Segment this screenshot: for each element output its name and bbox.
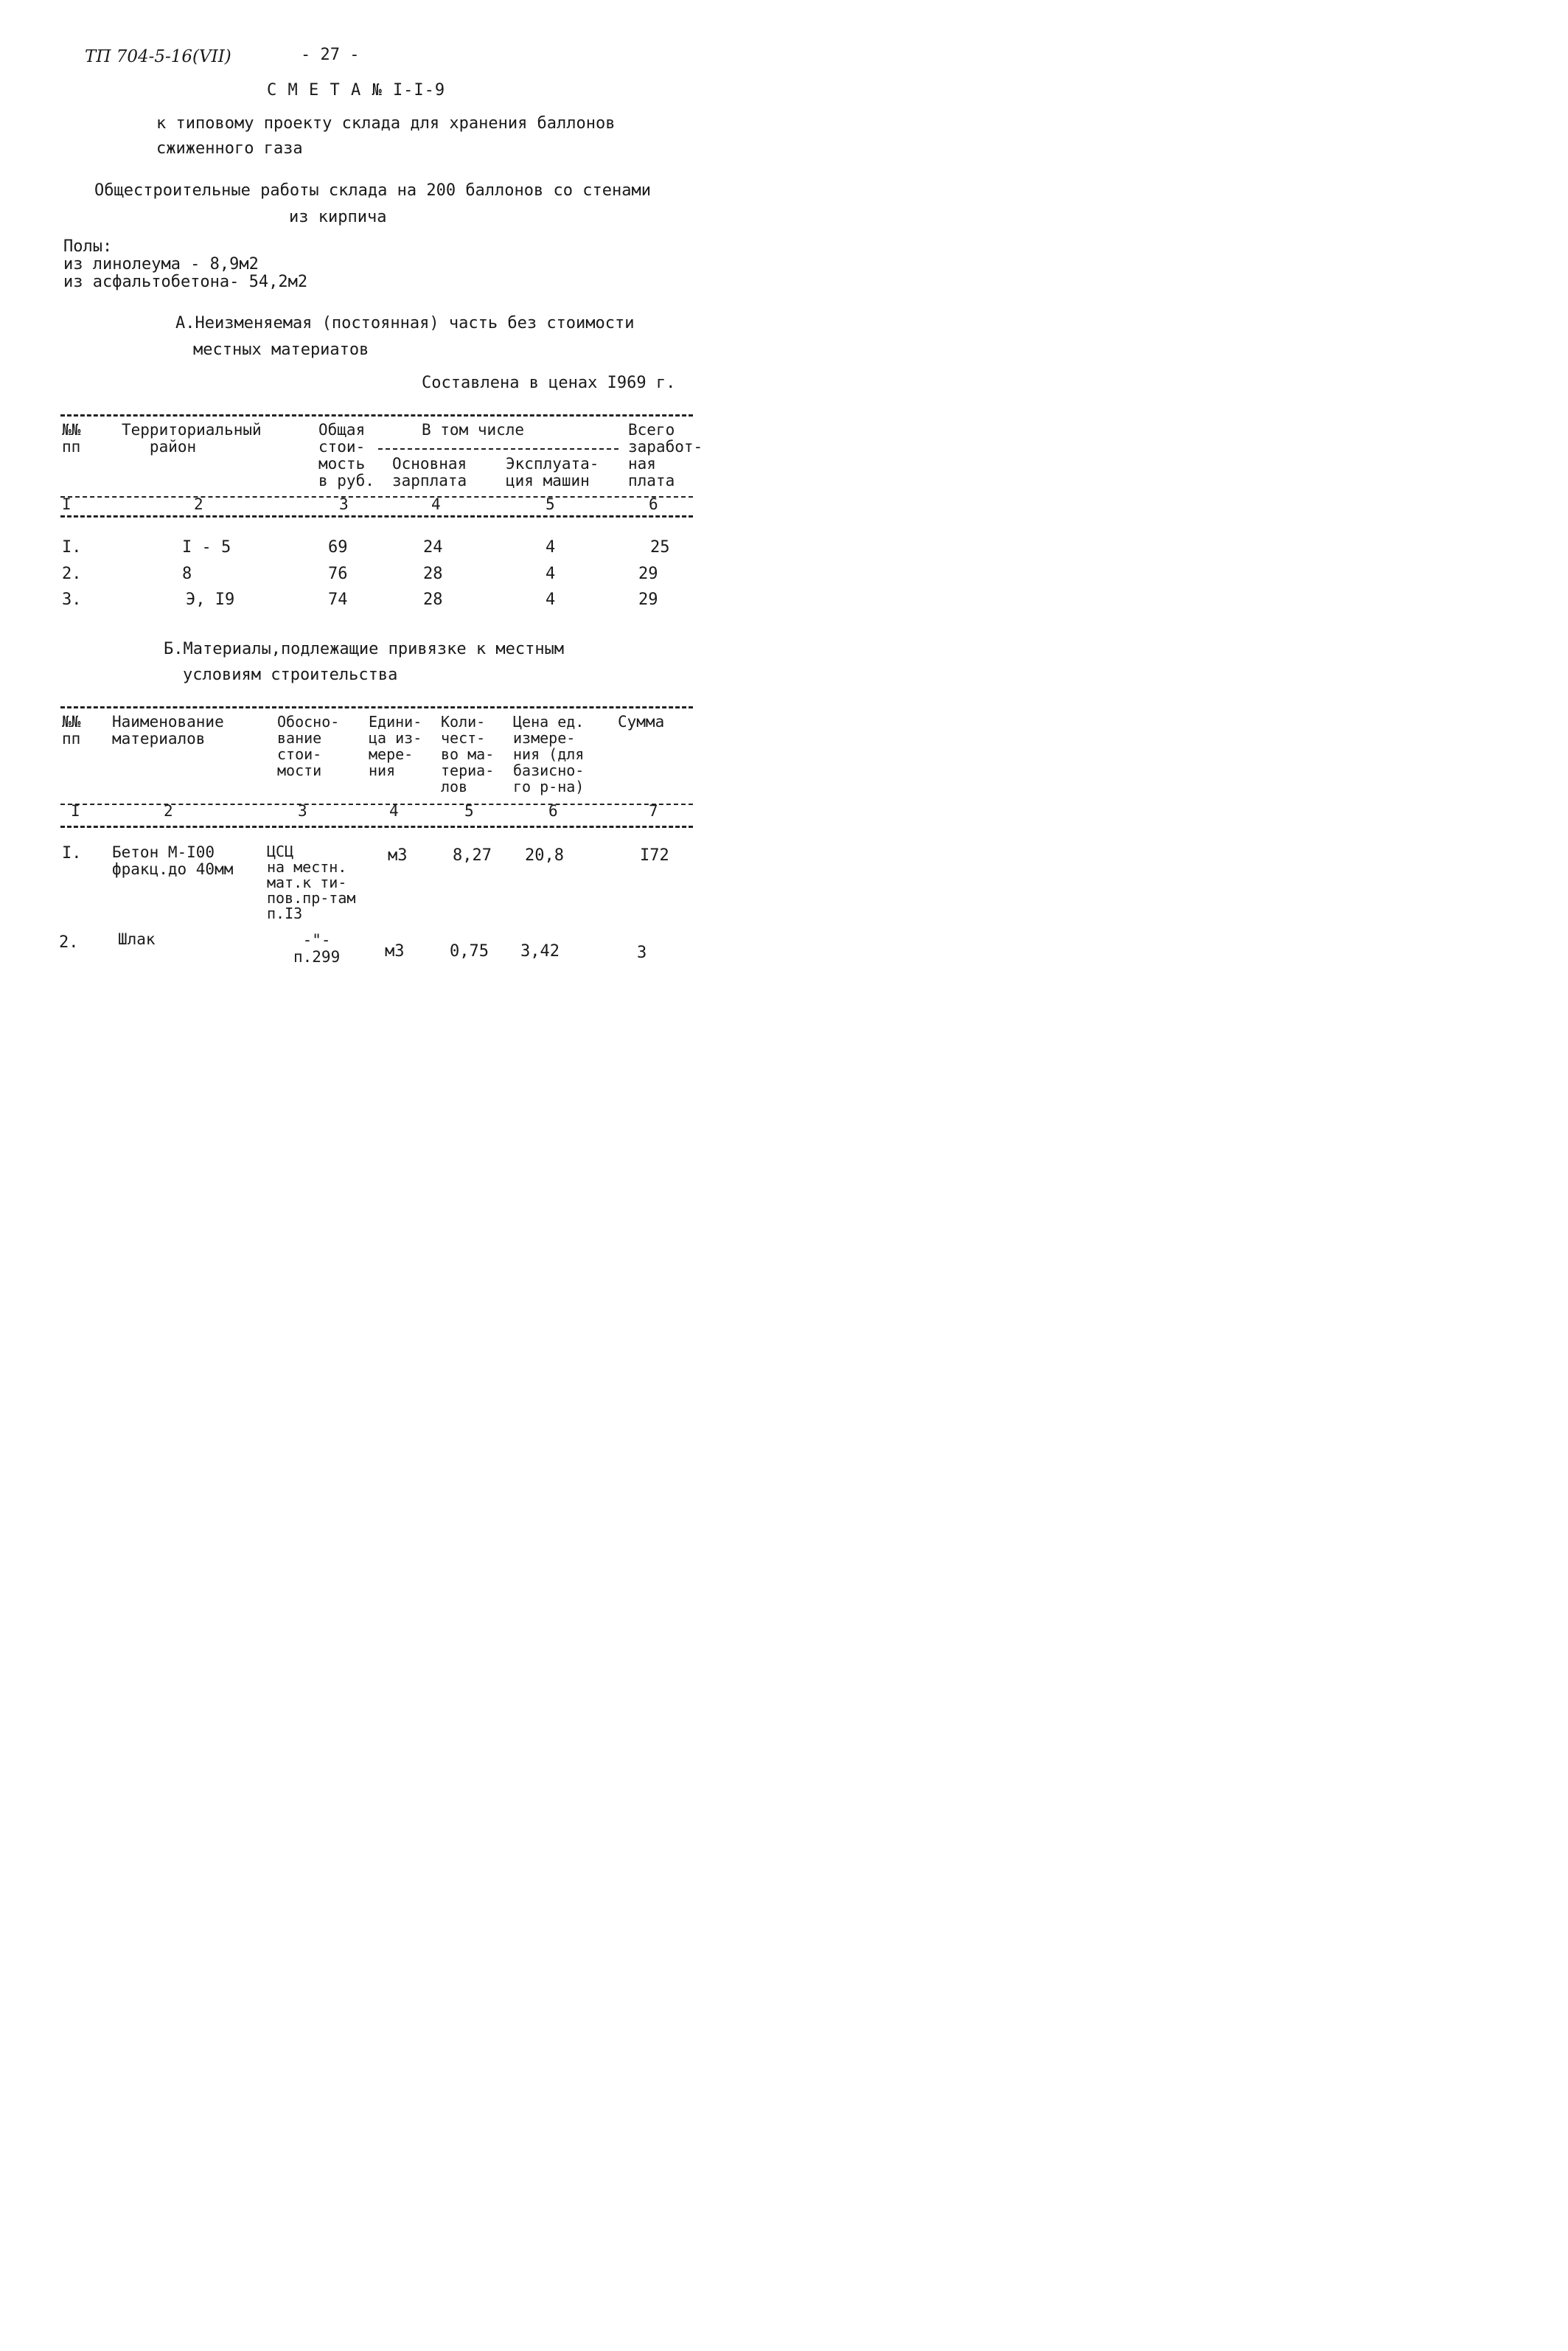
- sum: I72: [640, 846, 669, 865]
- table-b-colnum-5: 5: [464, 802, 474, 820]
- unit-price: 20,8: [525, 846, 564, 865]
- work-title-line-1: Общестроительные работы склада на 200 баллонов со стенами: [94, 181, 651, 200]
- table-b-colnum-2: 2: [164, 802, 173, 820]
- table-b-body-rule: [60, 826, 693, 828]
- base-salary: 28: [423, 591, 443, 609]
- table-b-col-material-name: Наименование материалов: [112, 713, 224, 748]
- floors-linoleum: из линолеума - 8,9м2: [63, 255, 259, 274]
- region: Э, I9: [186, 591, 235, 609]
- cost-basis: ЦСЦ на местн. мат.к ти- пов.пр-там п.I3: [267, 843, 356, 922]
- table-a-col-number: №№ пп: [62, 421, 81, 456]
- region: 8: [182, 565, 192, 583]
- table-a-header-rule: [60, 496, 693, 498]
- table-a-group-rule: [378, 448, 619, 450]
- total-cost: 76: [328, 565, 348, 583]
- table-a-colnum-4: 4: [431, 495, 441, 513]
- floors-label: Полы:: [63, 237, 113, 256]
- sum: 3: [637, 944, 647, 962]
- table-b-colnum-7: 7: [649, 802, 658, 820]
- unit: м3: [388, 846, 408, 865]
- total-cost: 69: [328, 538, 348, 557]
- table-a-colnum-3: 3: [339, 495, 349, 513]
- table-b-colnum-6: 6: [548, 802, 558, 820]
- machine-operation: 4: [546, 538, 556, 557]
- table-a-col-base-salary: Основная зарплата: [392, 455, 467, 490]
- table-b-top-rule: [60, 706, 693, 708]
- table-a-col-total-wages: Всего заработ- ная плата: [628, 421, 703, 490]
- subtitle-line-1: к типовому проекту склада для хранения баллонов: [156, 114, 616, 133]
- material-name: Шлак: [118, 930, 156, 948]
- unit: м3: [385, 942, 405, 961]
- row-number: 2.: [62, 565, 82, 583]
- base-salary: 24: [423, 538, 443, 557]
- table-b-col-sum: Сумма: [618, 713, 665, 731]
- prices-note: Составлена в ценах I969 г.: [422, 374, 676, 392]
- table-a-colnum-2: 2: [194, 495, 203, 513]
- region: I - 5: [182, 538, 231, 557]
- table-a-col-group-including: В том числе: [422, 421, 525, 439]
- total-wages: 25: [650, 538, 670, 557]
- table-b-col-cost-basis: Обосно- вание стои- мости: [277, 713, 340, 779]
- table-b-col-quantity: Коли- чест- во ма- териа- лов: [441, 713, 495, 795]
- total-cost: 74: [328, 591, 348, 609]
- table-a-col-machine-operation: Эксплуата- ция машин: [506, 455, 599, 490]
- table-a-body-rule: [60, 515, 693, 518]
- table-a-colnum-5: 5: [546, 495, 555, 513]
- machine-operation: 4: [546, 565, 556, 583]
- table-b-colnum-1: I: [71, 802, 80, 820]
- work-title-line-2: из кирпича: [289, 208, 387, 226]
- quantity: 0,75: [450, 942, 489, 961]
- floors-asphalt: из асфальтобетона- 54,2м2: [63, 273, 308, 291]
- unit-price: 3,42: [520, 942, 560, 961]
- table-b-col-unit: Едини- ца из- мере- ния: [369, 713, 422, 779]
- row-number: I.: [62, 538, 82, 557]
- table-a-colnum-6: 6: [649, 495, 658, 513]
- table-a-col-region: Территориальный район: [122, 421, 262, 456]
- quantity: 8,27: [453, 846, 492, 865]
- document-title: С М Е Т А № I-I-9: [267, 81, 446, 100]
- page-number: - 27 -: [301, 46, 360, 64]
- base-salary: 28: [423, 565, 443, 583]
- row-number: I.: [62, 844, 82, 863]
- cost-basis: -"- п.299: [293, 931, 341, 966]
- section-a-heading-line-1: А.Неизменяемая (постоянная) часть без стоимости: [175, 314, 635, 332]
- section-b-heading-line-1: Б.Материалы,подлежащие привязке к местным: [164, 640, 565, 658]
- document-reference: ТП 704-5-16(VII): [85, 47, 231, 66]
- total-wages: 29: [638, 565, 658, 583]
- subtitle-line-2: сжиженного газа: [156, 139, 303, 158]
- total-wages: 29: [638, 591, 658, 609]
- table-b-colnum-4: 4: [389, 802, 399, 820]
- table-a-col-total-cost: Общая стои- мость в руб.: [318, 421, 374, 490]
- table-b-header-rule: [60, 804, 693, 805]
- table-b-col-number: №№ пп: [62, 713, 81, 748]
- table-b-col-unit-price: Цена ед. измере- ния (для базисно- го р-на): [513, 713, 585, 795]
- table-b-colnum-3: 3: [298, 802, 307, 820]
- row-number: 2.: [59, 933, 79, 952]
- table-a-colnum-1: I: [62, 495, 72, 513]
- table-a-top-rule: [60, 414, 693, 417]
- section-a-heading-line-2: местных материатов: [193, 341, 369, 359]
- material-name: Бетон М-I00 фракц.до 40мм: [112, 843, 234, 878]
- section-b-heading-line-2: условиям строительства: [183, 666, 398, 684]
- machine-operation: 4: [546, 591, 556, 609]
- row-number: 3.: [62, 591, 82, 609]
